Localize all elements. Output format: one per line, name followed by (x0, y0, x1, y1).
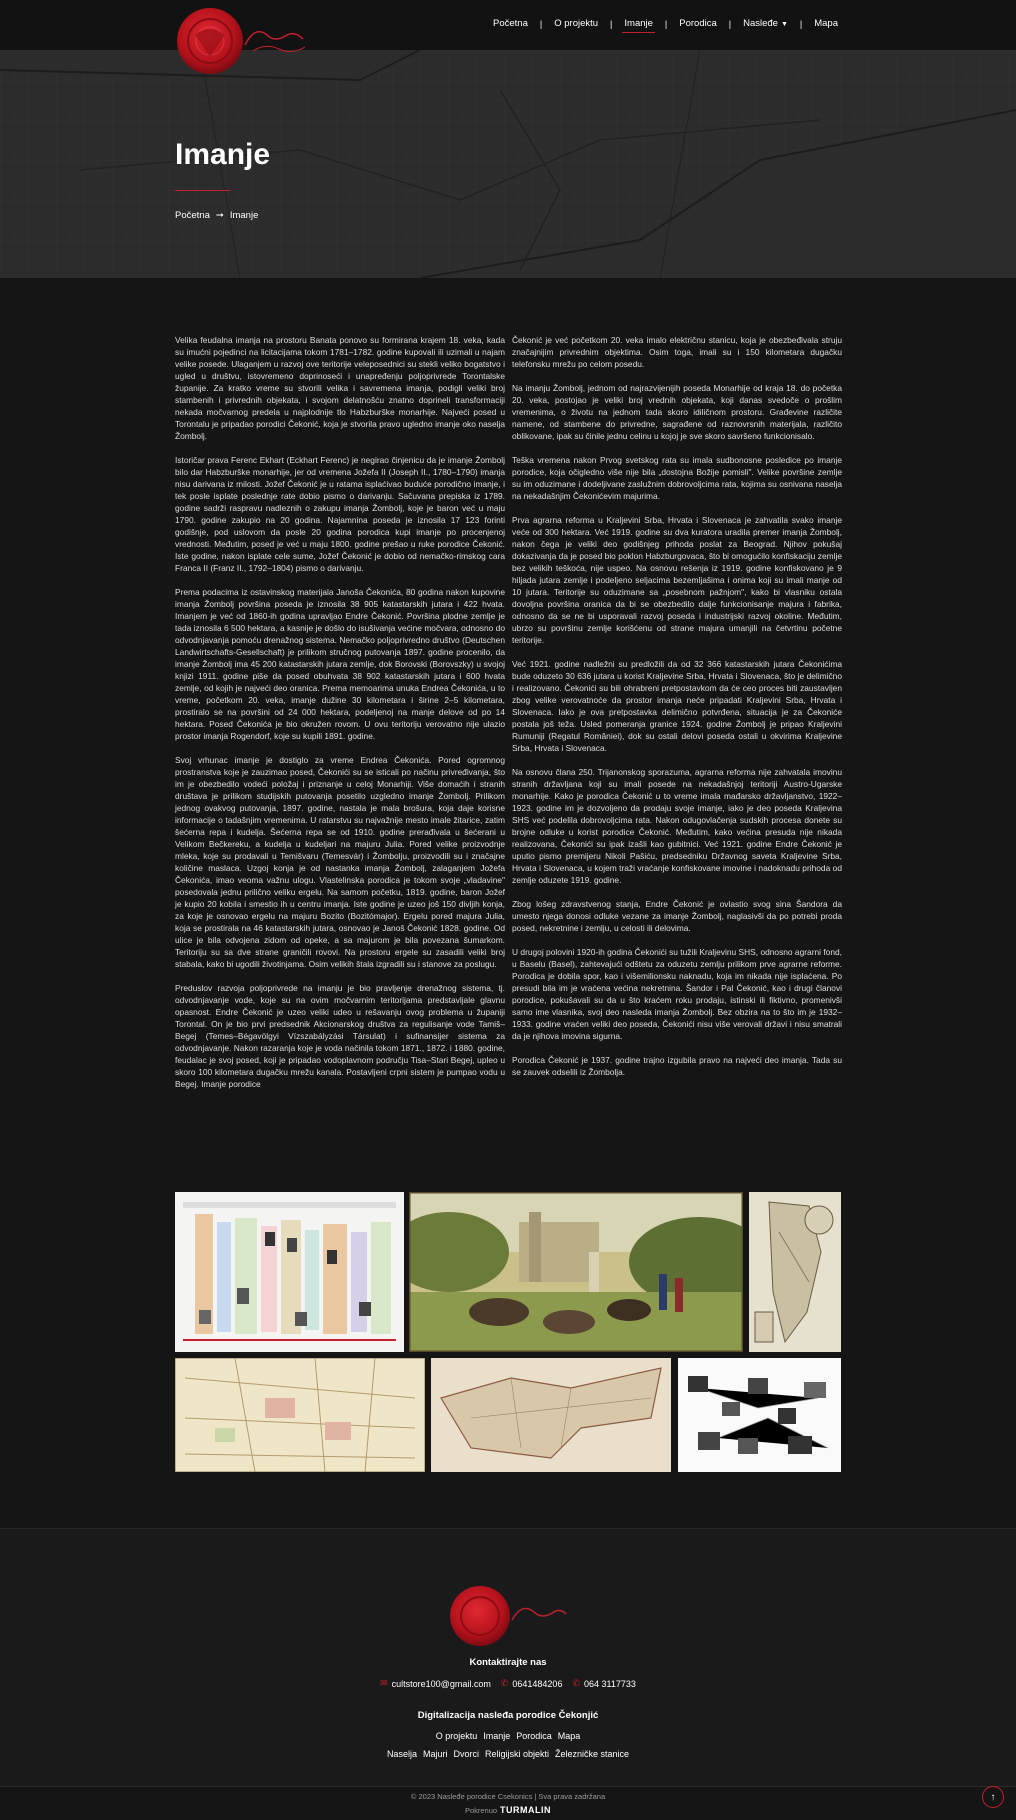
main-content (0, 278, 1016, 1528)
contact-title: Kontaktirajte nas (469, 1657, 547, 1668)
nav-item-heritage[interactable] (741, 18, 790, 29)
paragraph: Prema podacima iz ostavinskog materijala Janoša Čekonića, 80 godina nakon kupovine imanja Žombolj površina poseda je iznosila 38 905 katastarskih jutara i 422 hvata. Imanjem je već od 1860-ih godina upravljao Endre Čekonić. Površina plodne zemlje je tada iznosila 6 500 hektara, a kasnije je došlo do isušivanja većine močvara, odnosno do odvodnjavanja pomoću drenažnog sistema. Nemačko poljoprivredno društvo (Deutschen Landwirtschafts-Gesellschaft) je prilikom stručnog putovanja 1897. godine procenilo, da imanje Žombolj ima 45 200 katastarskih jutara zemlje, dok Borovski (Borovszky) u svojoj knjizi 1911. godine piše da posed obuhvata 38 902 katastarskih jutara i 600 hvata zemlje, od kojih je najveći deo oranica. Prema memoarima unuka Endrea Čekonića, u to vreme, početkom 20. veka, imanje dužine 30 kilometara i širine 2–5 kilometara, prostiralo se na površini od 24 000 hektara, podeljenoj na manje delove od po 14 hektara. Posed Čekonića je bio okružen rovom. U ovu teritoriju verovatno nije ulazio prostor imanja Rogendorf, koje su kupili 1891. godine. (175, 587, 505, 741)
paragraph: Na osnovu člana 250. Trijanonskog sporazuma, agrarna reforma nije zahvatala imovinu stranih državljana koji su imali posede na nekadašnjoj teritoriji Austro-Ugarske monarhije. Kako je porodica Čekonić u to vreme imala mađarsko državljanstvo, 1922–1923. godine im je dozvoljeno da prodaju svoje imanje, iako je deo poseda Kraljevina SHS već podelila dobrovoljcima rata. Nakon odugovlačenja sudskih procesa donete su brojne odluke u korist porodice Čekonić. Međutim, kako većina presuda nije nikada realizovana, Čekonići su ipak izašli kao gubitnici. Već 1921. godine Endre Čekonić je uputio pismo premijeru Nikoli Pašiću, predsedniku Državnog saveta Kraljevine Srba, Hrvata i Slovenaca, u kojem traži vraćanje konfiskovane imovine i nadoknadu prihoda od zemlje oduzete 1919. godine. (512, 767, 842, 885)
site-footer (0, 1528, 1016, 1788)
paragraph: Zbog lošeg zdravstvenog stanja, Endre Čekonić je ovlastio svog sina Šandora da umesto njega donosi odluke vezane za imanje Žombolj, naglasivši da po potrebi proda posed, nekretnine i zemlju, u celosti ili delovima. (512, 899, 842, 933)
footer-link-estate[interactable]: Imanje (483, 1731, 511, 1741)
paragraph: Već 1921. godine nadležni su predložili da od 32 366 katastarskih jutara Čekonićima bude oduzeto 30 636 jutara u korist Kraljevine Srba, Hrvata i Slovenaca, što je delimično i realizovano. Čekonići su bili ohrabreni pretpostavkom da će ceo proces biti zaustavljen zbog velike verovatnoće da prostor imanja neće pripadati Kraljevini Srba, Hrvata i Slovenaca. Iako je ova pretpostavka delimično potvrđena, situacija je za Čekoniće postala još teža. Usled pomeranja granice 1924. godine Žombolj je pripao Kraljevini Rumuniji (Regatul României), dok su ostali delovi poseda ostali u okvirima Kraljevine Srba, Hrvata i Slovenaca. (512, 659, 842, 753)
title-underline (175, 190, 230, 191)
contact-email[interactable] (380, 1678, 491, 1689)
main-nav (491, 18, 840, 29)
text-column-right (512, 334, 842, 1090)
powered-label: Pokrenuo (464, 1806, 498, 1815)
nav-separator: | (664, 18, 668, 29)
gallery-image-photo-collage[interactable] (678, 1358, 841, 1472)
hero-map-background (0, 50, 1016, 278)
copyright-bar (0, 1786, 1016, 1820)
paragraph: Prva agrarna reforma u Kraljevini Srba, Hrvata i Slovenaca je zahvatila svako imanje veće od 300 hektara. Već 1919. godine su dva kuratora uradila premer imanja Žombolj, nakon čega je veliki deo godišnjeg prihoda poslat za Beograd. Njihov pokušaj dokazivanja da je posed bio poklon Habzburgovaca, što bi omogućilo konfiskaciju zemlje bez velikih teškoća, nije uspeo. Na osnovu rešenja iz 1919. godine konfiskovano je 9 hiljada jutara zemlje i podeljeno seljacima bezemljašima i onima koji su imali manje od 10 jutara. Teritorije su oduzimane sa „posebnom pažnjom", kako bi vlasniku ostala dovoljna površina oranica da bi se obezbedilo dalje funkcionisanje majura i fabrika, odnosno da se ne bi usporavali razvoj poseda i industrijski razvoj okoline. Međutim, ubrzo su površinu zemlje korišćenu od strane majura umanjili na četvrtinu početne teritorije. (512, 515, 842, 645)
image-gallery (175, 1192, 841, 1472)
nav-item-estate[interactable]: Imanje (624, 18, 653, 29)
contact-phone-1[interactable] (501, 1678, 563, 1689)
email-text: cultstore100@gmail.com (391, 1678, 491, 1689)
paragraph: Istoričar prava Ferenc Ekhart (Eckhart Ferenc) je negirao činjenicu da je imanje Žombolj bilo dar Habzburške monarhije, jer od vremena Jožefa II (Joseph II., 1780–1790) imanja nisu darivana iz milosti. Jožef Čekonić je u ratama isplaćivao buduće porodično imanje, i tek posle isplate poslednje rate dobio pismo o darivanju. Sačuvana prepiska iz 1789. godine sadrži raspravu nadleznih o zakupu imanja Žombolj, koje je baron već u maju 1790. godine zakupio na 20 godina. Najamnina poseda je iznosila 17 123 forinti godišnje, pod uslovom da posle 20 godina porodica kupi imanje po procenjenoj vrednosti. Međutim, posed je već u maju 1800. godine prešao u ruke porodice Čekonić. Iste godine, nakon isplate cele sume, Jožef Čekonić je dobio od nemačko-rimskog cara Franca II (Franz II., 1792–1804) pismo o darivanju. (175, 455, 505, 573)
gallery-image-old-map[interactable] (749, 1192, 841, 1352)
text-column-left (175, 334, 505, 1102)
footer-link-family[interactable]: Porodica (516, 1731, 552, 1741)
paragraph: Teška vremena nakon Prvog svetskog rata su imala sudbonosne posledice po imanje porodice, koja očigledno više nije bila „dostojna Božije pomisli". Velike površine zemlje su im oduzimane i dodeljivane zaslužnim dobrovoljcima rata, kojima su osnivana naselja na nekadašnjim Čekonićevim majurima. (512, 455, 842, 501)
arrow-right-icon: ➞ (215, 210, 224, 221)
footer-link-religious[interactable]: Religijski objekti (484, 1749, 550, 1759)
paragraph: Porodica Čekonić je 1937. godine trajno izgubila pravo na najveći deo imanja. Tada su se zauvek odselili iz Žombolja. (512, 1055, 842, 1077)
project-title: Digitalizacija nasleđa porodice Čekonjić (417, 1710, 599, 1721)
copyright-text: © 2023 Nasleđe porodice Csekonics | Sva prava zadržana (410, 1792, 606, 1801)
gallery-image-painting[interactable] (409, 1192, 743, 1352)
nav-separator: | (799, 18, 803, 29)
paragraph: Čekonić je već početkom 20. veka imalo električnu stanicu, koja je obezbeđivala struju značajnijim privrednim objektima. Osim toga, imali su i 150 kilometara dugačku telefonsku mrežu po celom posedu. (512, 335, 842, 369)
arrow-up-icon[interactable]: ↑ (982, 1786, 1004, 1808)
footer-link-castles[interactable]: Dvorci (453, 1749, 479, 1759)
nav-item-map[interactable]: Mapa (814, 18, 838, 29)
paragraph: U drugoj polovini 1920-ih godina Čekonići su tužili Kraljevinu SHS, odnosno agrarni fond, u Baselu (Basel), zahtevajući odštetu za oduzetu zemlju prilikom prve agrarne reforme. Porodica je dobila spor, kao i višemilionsku naknadu, koja im nikada nije isplaćena. Po presudi bila im je vraćena većina nekretnina. Šandor i Pal Čekonić, kao i drugi članovi porodice, pokušavali su da u što kraćem roku prodaju, istinski ili fiktivno, promenivši samo ime vlasnika, svoj deo nasleda imanja Žombolj. Bez obzira na to što im je 1932–1933. godine vraćen veliki deo poseda, Čekonići nisu više verovali državi i nisu smatrali da je njihova imovina sigurna. (512, 947, 842, 1041)
gallery-image-timeline[interactable] (175, 1192, 404, 1352)
footer-link-railway[interactable]: Železničke stanice (555, 1749, 630, 1759)
footer-links-secondary (0, 1749, 1016, 1759)
phone-text: 0641484206 (512, 1678, 563, 1689)
paragraph: Na imanju Žombolj, jednom od najrazvijenijih poseda Monarhije od kraja 18. do početka 20. veka, postojao je veliki broj vrednih objekata, koji danas svedoče o prošlim vremenima, o životu na jednom tada skoro idiličnom prostoru. Građevine različite namene, od stambene do privredne, sagrađene od raznovrsnih materijala, različito oblikovane, ipak su činile jednu celinu u kojoj je sve skoro savršeno funkcionisalo. (512, 383, 842, 441)
footer-link-map[interactable]: Mapa (557, 1731, 581, 1741)
contact-phone-2[interactable] (572, 1678, 635, 1689)
paragraph: Velika feudalna imanja na prostoru Banata ponovo su formirana krajem 18. veka, kada su imućni pojedinci na licitacijama tokom 1781–1782. godine kupovali ili uzimali u najam velike posede. Ulaganjem u razvoj ove teritorije veleposednici su stekli veliko bogatstvo i ugled u društvu, istovremeno doprinoseći i unapređenju poljoprivrede Torontalske županije. Za kratko vreme su stvorili velika i savremena imanja, podigli veliki broj stambenih i privrednih objekata, i svojom delatnošću znatno doprineli transformaciji nekada močvarnog predela u najplodnije tlo Habzburške monarhije. Najveći posed u Torontalu je pripadao porodici Čekonić, koja je stvorila pravo ugledno imanje oko naselja Žombolj. (175, 335, 505, 441)
breadcrumb (175, 210, 258, 221)
page-hero (0, 50, 1016, 278)
contact-details (0, 1678, 1016, 1689)
paragraph: Svoj vrhunac imanje je dostiglo za vreme Endrea Čekonića. Pored ogromnog prostranstva koje je zauzimao posed, Čekonići su se isticali po načinu privređivanja, što im je obezbedilo vodeći položaj i priznanje u celoj Monarhiji. Više domaćih i stranih društava je prilikom studijskih putovanja posetilo uzgledno imanje Žombolj. Prilikom jednog ovakvog putovanja, 1897. godine, nastala je mala brošura, koja daje korisne informacije o tadašnjim vremenima. U ratarstvu su najvažnije mesto imale žitarice, zatim šećerna repa i kudelja. Šećerna repa se od 1910. godine prerađivala u šećerani u Velikom Bečkereku, a kudelja u kudeljari na majuru Julia. Pored velike proizvodnje mleka, koje su prodavali u Temišvaru (Temesvár) i Žombolju, proizvodili su i značajne količine maslaca. Uzgoj konja je od nastanka imanja Žombolj, zalaganjem Jožefa Čekonića, imao veoma važnu ulogu. Vlastelinska porodica je tokom svoje „vladavine" posedovala jednu prilično veliku ergelu. Na samom početku, 1819. godine, baron Jožef je kupio 20 kobila i smestio ih u centru imanja. Iste godine je uzeo još 150 divljih konja, za koje je osnovao ergelu na majuru Bozito (Bozitómajor). Ergelu pored majura Julia, koja se prostirala na 46 katastarskih jutara, osnovao je Janoš Čekonić 1828. godine. Od ulice je bila odvojena zidom od opeke, a sa majurom je bila povezana šumarkom. Teritoriju su sa dve strane graničili rovovi. Na prostoru ergele su zasadili veliki broj stabala, kako bi ugodili životinjama. Osim velikih štala izgradili su i stanove za poslugu. (175, 755, 505, 969)
footer-logo[interactable] (450, 1584, 570, 1649)
envelope-icon: ✉ (380, 1678, 388, 1688)
chevron-down-icon: ▼ (780, 21, 788, 28)
gallery-image-estate-map[interactable] (431, 1358, 671, 1472)
nav-item-home[interactable]: Početna (493, 18, 528, 29)
paragraph: Preduslov razvoja poljoprivrede na imanju je bio pravljenje drenažnog sistema, tj. odvodnjavanje vode, koje su na ovim močvarnim teritorijama predstavljale glavnu opasnost. Endre Čekonić je uzeo veliki udeo u rešavanju ovog problema u županiji Torontal. On je bio prvi predsednik Akcionarskog društva za regulisanje vode Tamiš–Begej (Temes–Bégavölgyi Vízszabályzási Társulat) i sufinansijer sistema za odvodnjavanje. Nakon razaranja koje je voda načinila tokom 1871., 1872. i 1880. godine, feudalac je svoj posed, koji je pripadao vodoplavnom području Tisa–Stari Begej, upleo u skoro 100 kilometara dugačku mrežu kanala. Postavljeni crpni sistem je pumpao vodu u Begej. Imanje porodice (175, 983, 505, 1089)
footer-link-about[interactable]: O projektu (435, 1731, 478, 1741)
nav-separator: | (610, 18, 613, 29)
powered-brand[interactable]: TURMALIN (500, 1805, 552, 1815)
nav-item-heritage-label: Nasleđe (743, 18, 778, 29)
page-title: Imanje (175, 138, 271, 171)
phone-text: 064 3117733 (584, 1678, 636, 1689)
site-logo[interactable] (175, 5, 315, 77)
nav-item-about[interactable]: O projektu (554, 18, 599, 29)
nav-separator: | (539, 18, 543, 29)
footer-link-farms[interactable]: Majuri (422, 1749, 448, 1759)
footer-link-settlements[interactable]: Naselja (386, 1749, 417, 1759)
powered-by (0, 1805, 1016, 1815)
footer-links-primary (0, 1731, 1016, 1741)
gallery-image-town-plan[interactable] (175, 1358, 425, 1472)
breadcrumb-current: Imanje (229, 210, 259, 221)
phone-icon: ✆ (500, 1678, 509, 1688)
nav-separator: | (728, 18, 732, 29)
nav-item-family[interactable]: Porodica (679, 18, 717, 29)
phone-icon: ✆ (572, 1678, 580, 1688)
breadcrumb-home[interactable]: Početna (175, 210, 210, 221)
